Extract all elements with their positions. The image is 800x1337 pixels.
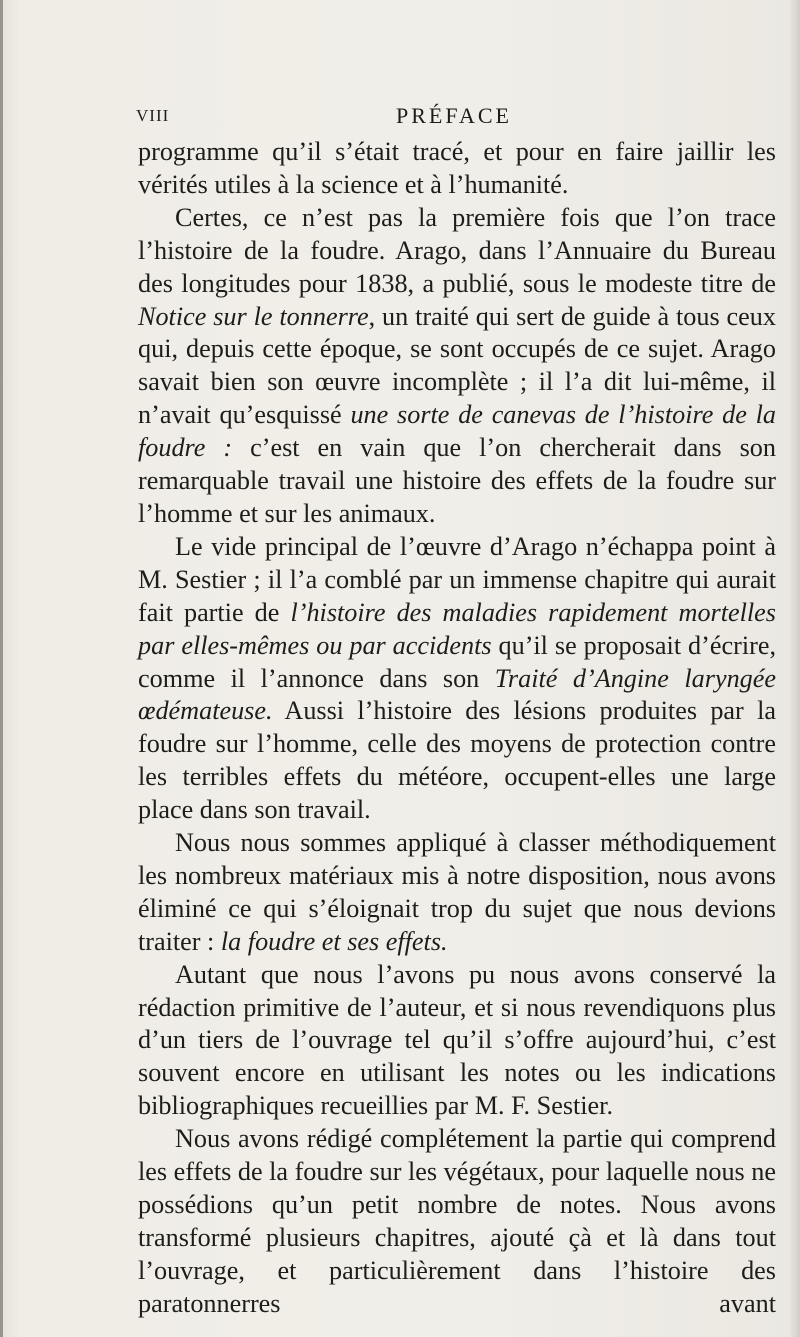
- paragraph: [138, 202, 776, 531]
- paragraph: [138, 136, 776, 202]
- text-run: Nous nous sommes appliqué à classer méthodiquement les nombreux matériaux mis à notre disposition, nous avons éliminé ce qui s’éloignait trop du sujet que nous devions traiter :: [138, 828, 776, 956]
- running-title: PRÉFACE: [396, 103, 512, 128]
- text-run: , un traité qui sert de guide à tous ceux qui, depuis cette époque, se sont occupés de ce sujet. Arago savait bien son œuvre incomplète ; il l’a dit lui-même, il n’avait qu’esquissé: [138, 301, 776, 430]
- paragraph: [138, 1123, 776, 1320]
- page-left-edge: [0, 0, 3, 1337]
- text-run: c’est en vain que l’on chercherait dans son remarquable travail une histoire des effets de la foudre sur l’homme et sur les animaux.: [138, 433, 776, 528]
- italic-text: la foudre et ses effets.: [220, 926, 448, 956]
- italic-text: Notice sur le tonnerre: [138, 301, 369, 331]
- page-header: [136, 103, 776, 133]
- paragraph: [138, 959, 776, 1124]
- paragraph: [138, 827, 776, 959]
- paragraph: [138, 531, 776, 827]
- page-right-edge: [790, 0, 800, 1337]
- text-run: Certes, ce n’est pas la première fois que l’on trace l’histoire de la foudre. Arago, dans l’Annuaire du Bureau des longitudes pour 1838, a publié, sous le modeste titre de: [138, 202, 776, 298]
- body-text: [138, 136, 776, 1321]
- text-run: Aussi l’histoire des lésions produites par la foudre sur l’homme, celle des moyens de protection contre les terribles effets du météore, occupent-elles une large place dans son travail.: [138, 696, 776, 825]
- text-run: Autant que nous l’avons pu nous avons conservé la rédaction primitive de l’auteur, et si nous revendiquons plus d’un tiers de l’ouvrage tel qu’il s’offre aujourd’hui, c’est souvent encore en utilisant les notes ou les indications bibliographiques recueillies par M. F. Sestier.: [138, 959, 776, 1121]
- text-run: programme qu’il s’était tracé, et pour en faire jaillir les vérités utiles à la science et à l’humanité.: [138, 137, 776, 199]
- text-run: qu’il se proposait d’écrire, comme il l’annonce dans son: [138, 630, 776, 693]
- text-run: Le vide principal de l’œuvre d’Arago n’échappa point à M. Sestier ; il l’a comblé par un immense chapitre qui aurait fait partie de: [138, 531, 776, 627]
- italic-text: une sorte de canevas de l’histoire de la foudre :: [138, 400, 776, 463]
- italic-text: Traité d’Angine laryngée œdémateuse.: [138, 663, 776, 726]
- page-number: VIII: [136, 106, 170, 125]
- text-run: Nous avons rédigé complétement la partie qui comprend les effets de la foudre sur les végétaux, pour laquelle nous ne possédions qu’un petit nombre de notes. Nous avons transformé plusieurs chapitres, ajouté çà et là dans tout l’ouvrage, et particulièrement dans l’histoire des paratonnerres avant: [138, 1124, 776, 1318]
- italic-text: l’histoire des maladies rapidement mortelles par elles-mêmes ou par accidents: [138, 597, 776, 660]
